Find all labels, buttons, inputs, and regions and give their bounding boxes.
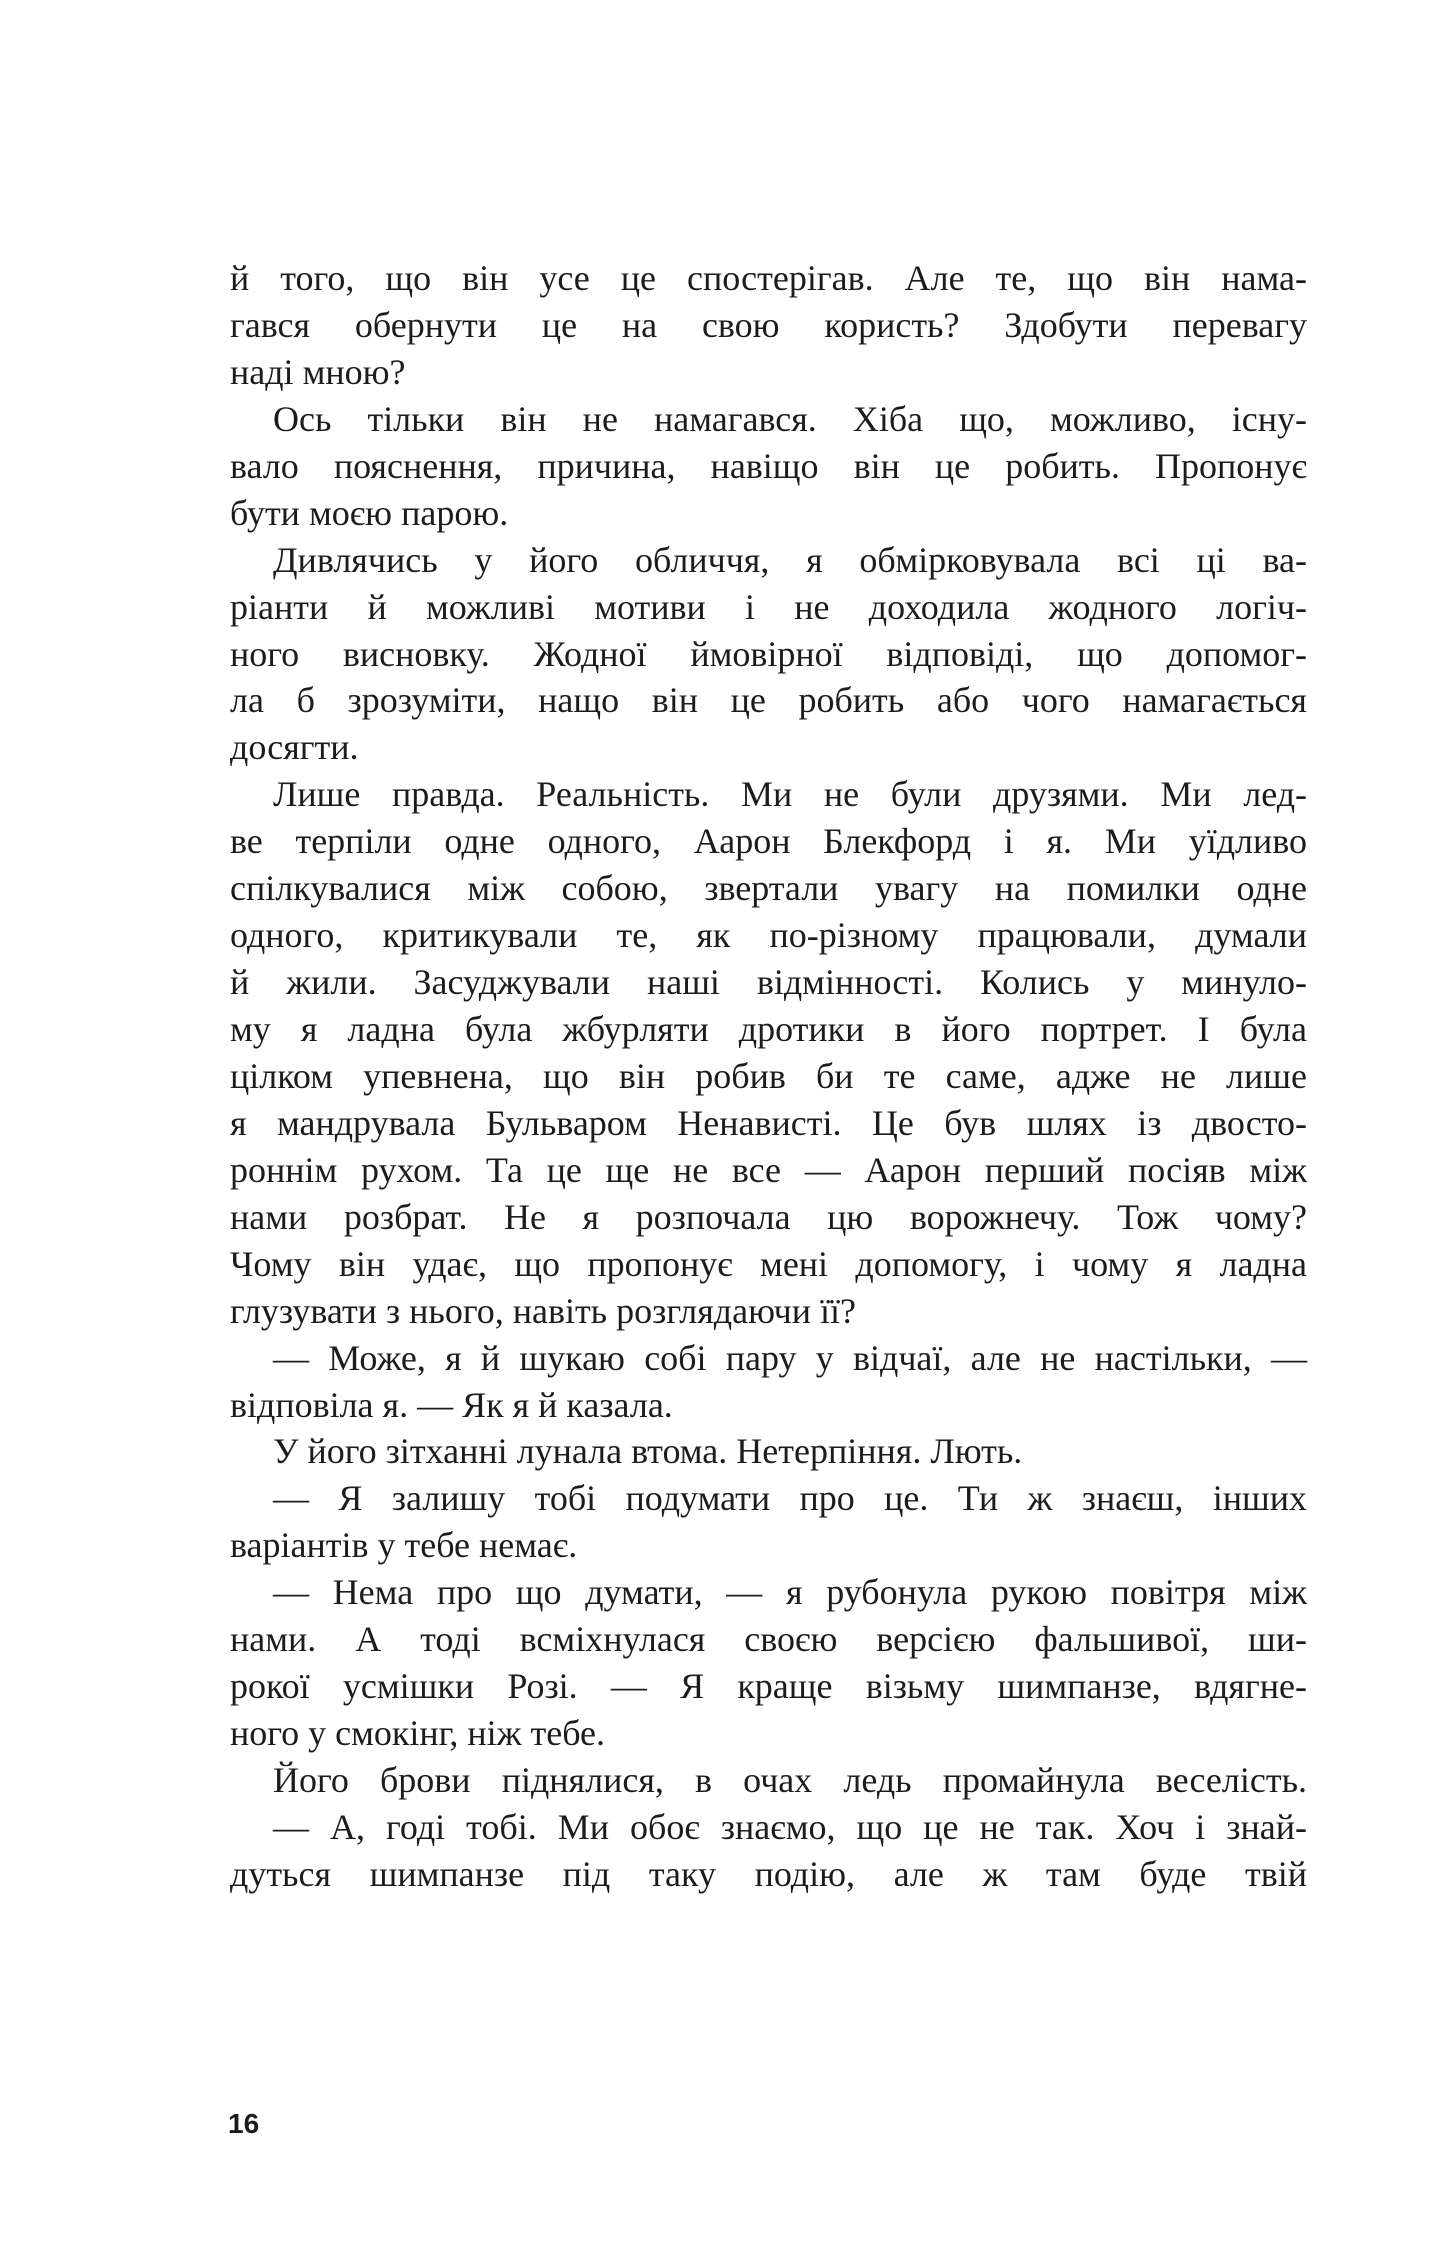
text-line: бути моєю парою. (230, 492, 509, 533)
text-line: вало пояснення, причина, навіщо він це робить. Пропонує (230, 445, 1307, 486)
page-number: 16 (228, 2108, 260, 2139)
text-line: — Нема про що думати, — я рубонула рукою повітря між (273, 1572, 1307, 1613)
text-line: відповіла я. — Як я й казала. (230, 1384, 673, 1425)
text-line: — Може, я й шукаю собі пару у відчаї, але не настільки, — (273, 1337, 1307, 1378)
text-line: Чому він удає, що пропонує мені допомогу, і чому я ладна (230, 1243, 1307, 1284)
text-line: Дивлячись у його обличчя, я обмірковувала всі ці ва- (273, 539, 1307, 580)
text-line: наді мною? (230, 351, 406, 392)
text-line: ного у смокінг, ніж тебе. (230, 1713, 606, 1754)
text-line: нами. А тоді всміхнулася своєю версією фальшивої, ши- (230, 1619, 1307, 1660)
text-line: — Я залишу тобі подумати про це. Ти ж знаєш, інших (273, 1478, 1307, 1519)
text-line: Ось тільки він не намагався. Хіба що, можливо, існу- (273, 398, 1307, 439)
text-line: я мандрувала Бульваром Ненависті. Це був шлях із двосто- (230, 1102, 1307, 1143)
text-line: ного висновку. Жодної ймовірної відповіді, що допомог- (230, 633, 1307, 674)
text-line: варіантів у тебе немає. (230, 1525, 578, 1566)
text-line: спілкувалися між собою, звертали увагу на помилки одне (230, 868, 1307, 909)
text-line: Лише правда. Реальність. Ми не були друзями. Ми лед- (273, 774, 1307, 815)
text-line: гався обернути це на свою користь? Здобути перевагу (230, 304, 1307, 345)
text-line: У його зітханні лунала втома. Нетерпіння. Лють. (273, 1431, 1023, 1472)
text-line: — А, годі тобі. Ми обоє знаємо, що це не так. Хоч і знай- (273, 1806, 1307, 1847)
text-line: досягти. (230, 727, 359, 768)
text-line: й жили. Засуджували наші відмінності. Колись у минуло- (230, 962, 1307, 1003)
text-line: роннім рухом. Та це ще не все — Аарон перший посіяв між (230, 1149, 1307, 1190)
text-line: нами розбрат. Не я розпочала цю ворожнечу. Тож чому? (230, 1196, 1307, 1237)
text-line: ріанти й можливі мотиви і не доходила жодного логіч- (230, 586, 1307, 627)
text-line: глузувати з нього, навіть розглядаючи її? (230, 1290, 856, 1331)
text-line: рокої усмішки Розі. — Я краще візьму шимпанзе, вдягне- (230, 1666, 1307, 1707)
text-block (230, 255, 1307, 1898)
text-line: ла б зрозуміти, нащо він це робить або чого намагається (230, 680, 1307, 721)
text-line: дуться шимпанзе під таку подію, але ж там буде твій (230, 1853, 1307, 1894)
text-line: Його брови піднялися, в очах ледь промайнула веселість. (273, 1760, 1307, 1800)
text-line: ве терпіли одне одного, Аарон Блекфорд і я. Ми уїдливо (230, 821, 1307, 862)
text-line: цілком упевнена, що він робив би те саме, адже не лише (230, 1055, 1307, 1096)
text-line: одного, критикували те, як по-різному працювали, думали (230, 915, 1307, 956)
text-line: й того, що він усе це спостерігав. Але те, що він нама- (230, 258, 1307, 298)
text-line: му я ладна була жбурляти дротики в його портрет. І була (230, 1009, 1307, 1049)
